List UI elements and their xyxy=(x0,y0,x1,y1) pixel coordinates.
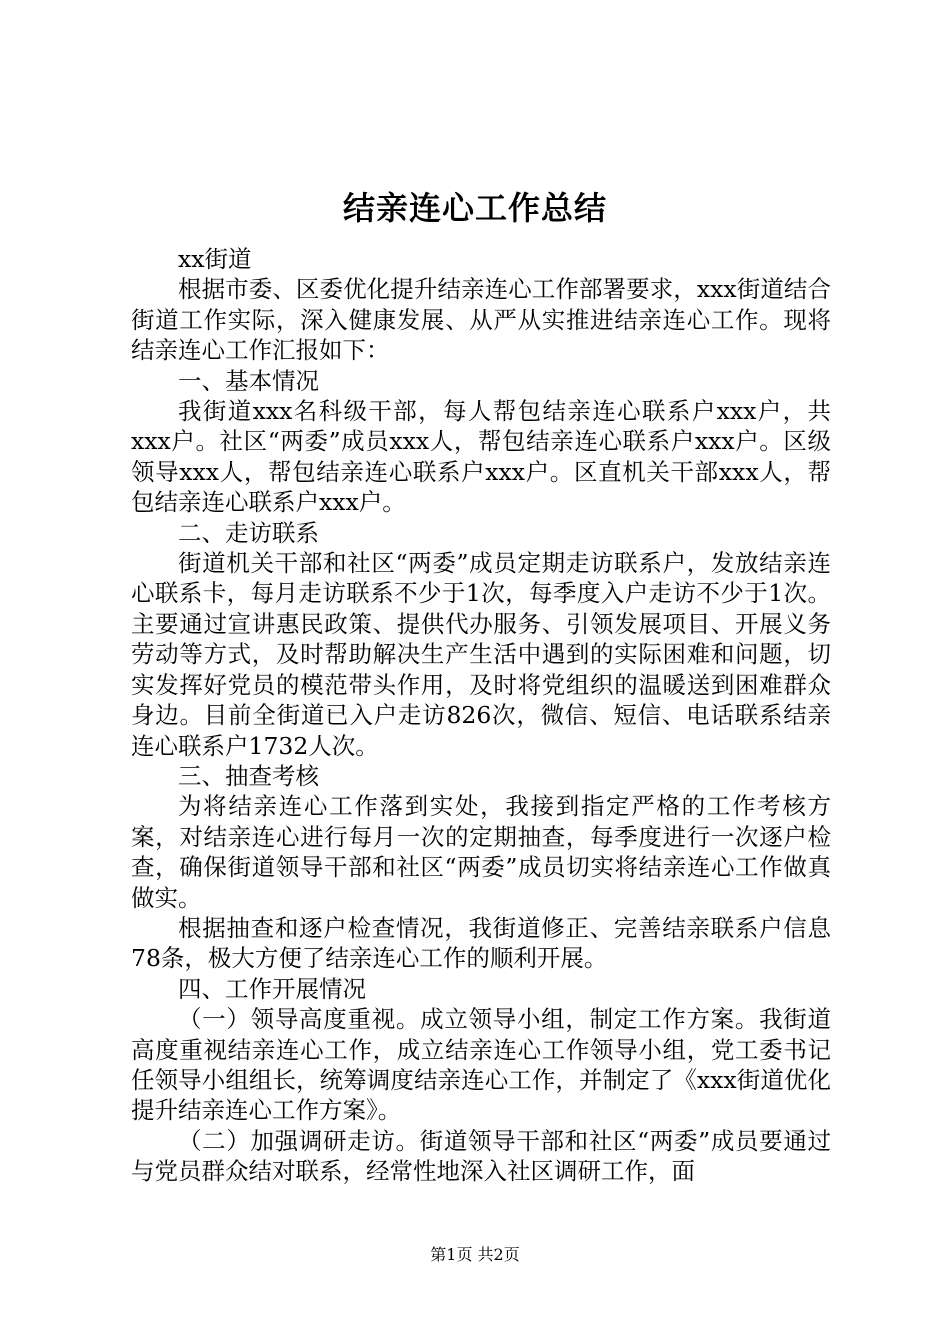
document-body xyxy=(131,244,831,1187)
paragraph-visits: 街道机关干部和社区“两委”成员定期走访联系户，发放结亲连心联系卡，每月走访联系不少于1次，每季度入户走访不少于1次。主要通过宣讲惠民政策、提供代办服务、引领发展项目、开展义务劳动等方式，及时帮助解决生产生活中遇到的实际困难和问题，切实发挥好党员的模范带头作用，及时将党组织的温暖送到困难群众身边。目前全街道已入户走访826次，微信、短信、电话联系结亲连心联系户1732人次。 xyxy=(131,549,831,760)
section-heading-inspection: 三、抽查考核 xyxy=(178,761,319,790)
paragraph-basic: 我街道xxx名科级干部，每人帮包结亲连心联系户xxx户，共xxx户。社区“两委”成员xxx人，帮包结亲连心联系户xxx户。区级领导xxx人，帮包结亲连心联系户xxx户。区直机关干部xxx人，帮包结亲连心联系户xxx户。 xyxy=(131,397,831,517)
paragraph-inspection-result: 根据抽查和逐户检查情况，我街道修正、完善结亲联系户信息78条，极大方便了结亲连心工作的顺利开展。 xyxy=(131,913,831,973)
page-footer: 第1页 共2页 xyxy=(430,1245,520,1264)
section-heading-basic: 一、基本情况 xyxy=(178,366,319,395)
paragraph-research: （二）加强调研走访。街道领导干部和社区“两委”成员要通过与党员群众结对联系，经常性地深入社区调研工作，面 xyxy=(131,1126,831,1186)
section-heading-visits: 二、走访联系 xyxy=(178,518,319,547)
document-title: 结亲连心工作总结 xyxy=(342,189,607,227)
paragraph-author: xx街道 xyxy=(178,245,252,273)
paragraph-inspection: 为将结亲连心工作落到实处，我接到指定严格的工作考核方案，对结亲连心进行每月一次的定期抽查，每季度进行一次逐户检查，确保街道领导干部和社区“两委”成员切实将结亲连心工作做真做实。 xyxy=(131,792,831,912)
section-heading-progress: 四、工作开展情况 xyxy=(178,974,366,1003)
paragraph-leadership: （一）领导高度重视。成立领导小组，制定工作方案。我街道高度重视结亲连心工作，成立结亲连心工作领导小组，党工委书记任领导小组组长，统筹调度结亲连心工作，并制定了《xxx街道优化提升结亲连心工作方案》。 xyxy=(131,1005,831,1125)
paragraph-intro: 根据市委、区委优化提升结亲连心工作部署要求，xxx街道结合街道工作实际，深入健康发展、从严从实推进结亲连心工作。现将结亲连心工作汇报如下： xyxy=(131,275,831,365)
